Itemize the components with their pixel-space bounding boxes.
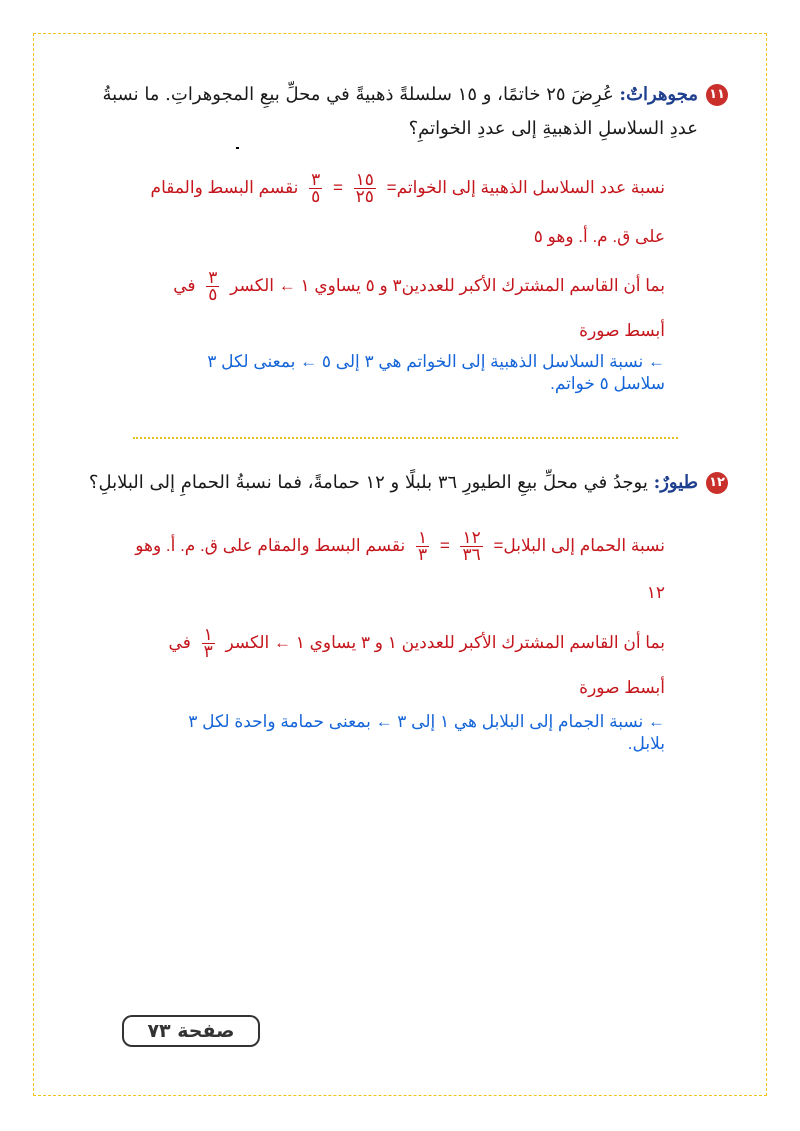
- fraction-numerator: ١: [417, 528, 428, 548]
- answer-11-line1-end: نقسم البسط والمقام: [150, 178, 299, 197]
- stray-mark: [236, 147, 239, 149]
- question-12-number-badge: ١٢: [706, 472, 728, 494]
- section-divider: [133, 437, 678, 439]
- answer-11-line3-end: في: [173, 276, 196, 295]
- answer-11-line3: [105, 266, 665, 306]
- question-11-line2: عددِ السلاسلِ الذهبيةِ إلى عددِ الخواتمِ؟: [408, 118, 698, 139]
- fraction-numerator: ٣: [311, 170, 321, 190]
- fraction-denominator: ٥: [311, 187, 321, 207]
- answer-12-line1-start: نسبة الحمام إلى البلابل=: [493, 536, 665, 555]
- equals-sign: =: [439, 536, 450, 555]
- fraction-denominator: ٢٥: [355, 187, 374, 207]
- answer-12-conclusion: [105, 711, 665, 755]
- conclusion-12-line1: ← نسبة الجمام إلى البلابل هي ١ إلى ٣ ← بمعنى حمامة واحدة لكل ٣: [188, 712, 665, 731]
- answer-12-line2: ١٢: [646, 583, 665, 602]
- question-11-keyword: مجوهراتٌ:: [619, 84, 698, 105]
- fraction-numerator: ١٥: [355, 170, 374, 190]
- equals-sign: =: [333, 178, 343, 197]
- fraction-denominator: ٣: [417, 545, 428, 565]
- answer-12-line3: [105, 623, 665, 663]
- answer-11-conclusion: [105, 351, 665, 395]
- fraction-15-25: [354, 172, 376, 205]
- fraction-3-5: [309, 172, 322, 205]
- answer-12-line1-end: نقسم البسط والمقام على ق. م. أ. وهو: [135, 536, 406, 555]
- conclusion-11-line2: سلاسل ٥ خواتم.: [550, 374, 665, 393]
- fraction-3-5-simplest: [206, 270, 219, 303]
- fraction-1-3-simplest: [202, 627, 215, 660]
- answer-12-line3-end: في: [168, 633, 191, 652]
- question-11-text: [78, 78, 728, 146]
- question-12-text: [78, 466, 728, 500]
- fraction-denominator: ٣٦: [462, 545, 481, 565]
- answer-11-line1: [105, 168, 665, 208]
- answer-12-line1: [105, 526, 665, 566]
- answer-11-line1-start: نسبة عدد السلاسل الذهبية إلى الخواتم=: [386, 178, 665, 197]
- page-number-label: صفحة ٧٣: [122, 1015, 260, 1047]
- fraction-1-3: [416, 530, 429, 563]
- fraction-denominator: ٥: [208, 285, 218, 305]
- question-11-line1: عُرِضَ ٢٥ خاتمًا، و ١٥ سلسلةً ذهبيةً في محلِّ بيعِ المجوهراتِ. ما نسبةُ: [102, 84, 614, 105]
- answer-11-line2: على ق. م. أ. وهو ٥: [533, 227, 665, 246]
- conclusion-12-line2: بلابل.: [627, 734, 665, 753]
- answer-11-line4: أبسط صورة: [579, 321, 665, 340]
- answer-12-line3-start: بما أن القاسم المشترك الأكبر للعددين ١ و ٣ يساوي ١ ← الكسر: [225, 633, 665, 652]
- question-12-keyword: طيورٌ:: [653, 472, 698, 493]
- question-11-number-badge: ١١: [706, 84, 728, 106]
- answer-11-line3-start: بما أن القاسم المشترك الأكبر للعددين٣ و ٥ يساوي ١ ← الكسر: [230, 276, 665, 295]
- fraction-numerator: ١٢: [462, 528, 481, 548]
- answer-12-line4: أبسط صورة: [579, 678, 665, 697]
- fraction-12-36: [460, 530, 482, 563]
- fraction-numerator: ١: [203, 625, 213, 645]
- question-12-line1: يوجدُ في محلِّ بيعِ الطيورِ ٣٦ بلبلًا و ١٢ حمامةً، فما نسبةُ الحمامِ إلى البلابلِ؟: [88, 472, 648, 493]
- fraction-denominator: ٣: [203, 642, 213, 662]
- fraction-numerator: ٣: [208, 268, 218, 288]
- conclusion-11-line1: ← نسبة السلاسل الذهبية إلى الخواتم هي ٣ إلى ٥ ← بمعنى لكل ٣: [207, 352, 665, 371]
